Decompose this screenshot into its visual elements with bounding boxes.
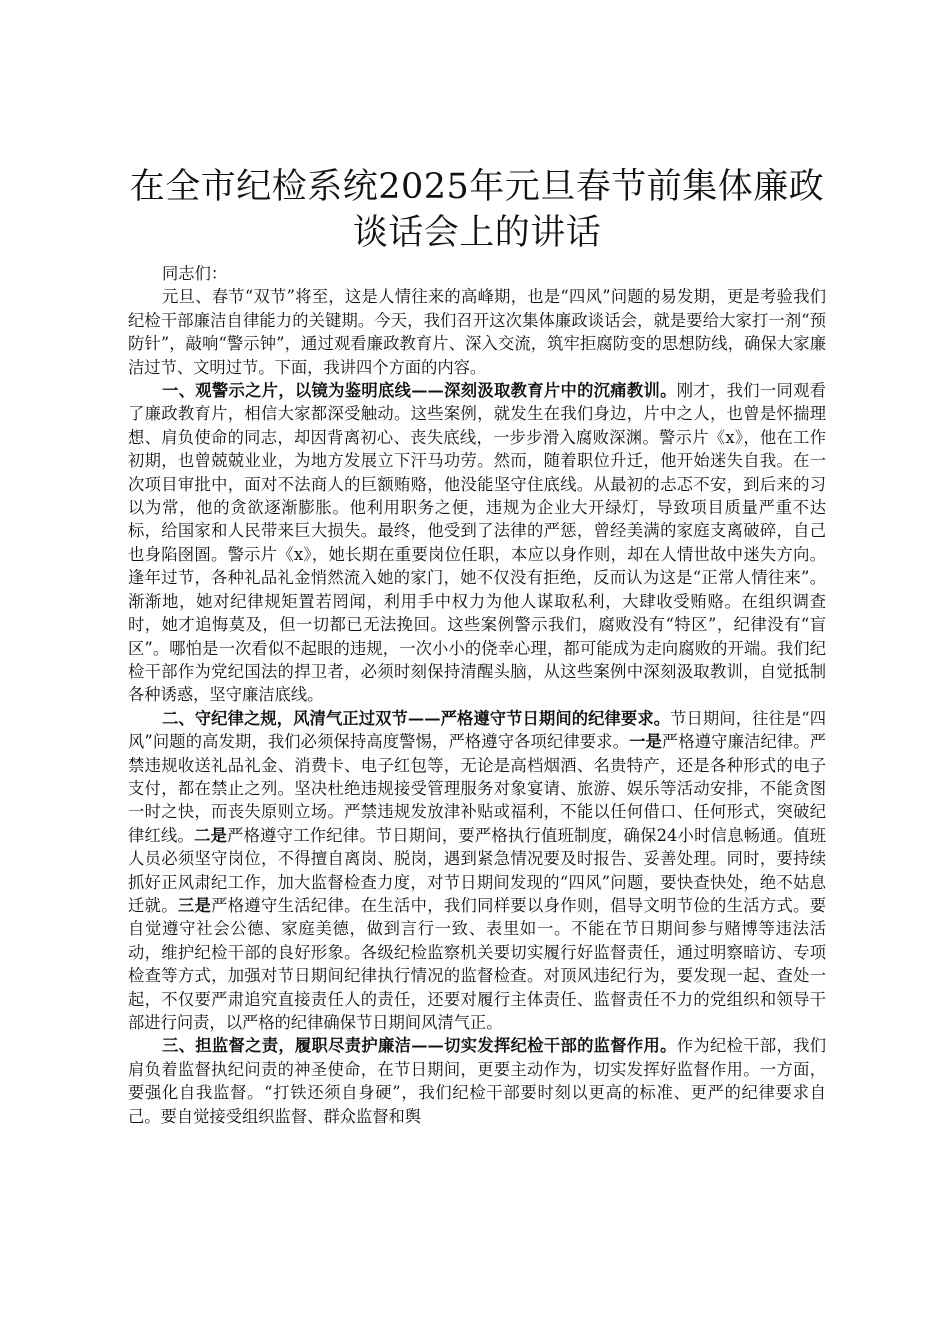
- section-1-paragraph: [128, 379, 826, 707]
- section-2-body-d: 严格遵守生活纪律。在生活中，我们同样要以身作则，倡导文明节俭的生活方式。要自觉遵守社会公德、家庭美德，做到言行一致、表里如一。不能在节日期间参与赌博等违法活动，维护纪检干部的良好形象。各级纪检监察机关要切实履行好监督责任，通过明察暗访、专项检查等方式，加强对节日期间纪律执行情况的监督检查。对顶风违纪行为，要发现一起、查处一起，不仅要严肃追究直接责任人的责任，还要对履行主体责任、监督责任不力的党组织和领导干部进行问责，以严格的纪律确保节日期间风清气正。: [128, 895, 826, 1032]
- section-1-body: 刚才，我们一同观看了廉政教育片，相信大家都深受触动。这些案例，就发生在我们身边，片中之人，也曾是怀揣理想、肩负使命的同志，却因背离初心、丧失底线，一步步滑入腐败深渊。警示片《x》，他在工作初期，也曾兢兢业业，为地方发展立下汗马功劳。然而，随着职位升迁，他开始迷失自我。在一次项目审批中，面对不法商人的巨额贿赂，他没能坚守住底线。从最初的忐忑不安，到后来的习以为常，他的贪欲逐渐膨胀。他利用职务之便，违规为企业大开绿灯，导致项目质量严重不达标，给国家和人民带来巨大损失。最终，他受到了法律的严惩，曾经美满的家庭支离破碎，自己也身陷囹圄。警示片《x》，她长期在重要岗位任职，本应以身作则，却在人情世故中迷失方向。逢年过节，各种礼品礼金悄然流入她的家门，她不仅没有拒绝，反而认为这是“正常人情往来”。渐渐地，她对纪律规矩置若罔闻，利用手中权力为他人谋取私利，大肆收受贿赂。在组织调查时，她才追悔莫及，但一切都已无法挽回。这些案例警示我们，腐败没有“特区”，纪律没有“盲区”。哪怕是一次看似不起眼的违规，一次小小的侥幸心理，都可能成为走向腐败的开端。我们纪检干部作为党纪国法的捍卫者，必须时刻保持清醒头脑，从这些案例中深刻汲取教训，自觉抵制各种诱惑，坚守廉洁底线。: [128, 381, 826, 705]
- section-2-body-a: 节日期间，往往是“四风”问题的高发期，我们必须保持高度警惕，严格遵守各项纪律要求。: [128, 708, 826, 752]
- section-2-heading: 二、守纪律之规，风清气正过双节——严格遵守节日期间的纪律要求。: [162, 708, 671, 728]
- section-3-body: 作为纪检干部，我们肩负着监督执纪问责的神圣使命，在节日期间，更要主动作为，切实发挥好监督作用。一方面，要强化自我监督。“打铁还须自身硬”，我们纪检干部要时刻以更高的标准、更严的纪律要求自己。要自觉接受组织监督、群众监督和舆: [128, 1036, 826, 1126]
- salutation: 同志们：: [162, 264, 228, 283]
- document-title: [128, 164, 826, 256]
- section-2-marker-3: 三是: [177, 895, 212, 915]
- title-line-2: 谈话会上的讲话: [352, 213, 602, 253]
- title-line-1: 在全市纪检系统2025年元旦春节前集体廉政: [129, 167, 825, 207]
- section-3-heading: 三、担监督之责，履职尽责护廉洁——切实发挥纪检干部的监督作用。: [162, 1036, 677, 1056]
- section-2-body-c: 严格遵守工作纪律。节日期间，要严格执行值班制度，确保24小时信息畅通。值班人员必须坚守岗位，不得擅自离岗、脱岗，遇到紧急情况要及时报告、妥善处理。同时，要持续抓好正风肃纪工作，加大监督检查力度，对节日期间发现的“四风”问题，要快查快处，绝不姑息迁就。: [128, 825, 826, 915]
- document-page: [128, 164, 826, 1128]
- intro-paragraph: 元旦、春节“双节”将至，这是人情往来的高峰期，也是“四风”问题的易发期，更是考验我们纪检干部廉洁自律能力的关键期。今天，我们召开这次集体廉政谈话会，就是要给大家打一剂“预防针”，敲响“警示钟”，通过观看廉政教育片、深入交流，筑牢拒腐防变的思想防线，确保大家廉洁过节、文明过节。下面，我讲四个方面的内容。: [128, 287, 826, 377]
- section-1-heading: 一、观警示之片，以镜为鉴明底线——深刻汲取教育片中的沉痛教训。: [162, 381, 677, 401]
- section-2-paragraph: [128, 707, 826, 1035]
- section-2-body-b: 严格遵守廉洁纪律。严禁违规收送礼品礼金、消费卡、电子红包等，无论是高档烟酒、名贵特产，还是各种形式的电子支付，都在禁止之列。坚决杜绝违规接受管理服务对象宴请、旅游、娱乐等活动安排，不能贪图一时之快，而丧失原则立场。严禁违规发放津补贴或福利，不能以任何借口、任何形式，突破纪律红线。: [128, 732, 826, 845]
- section-2-marker-1: 一是: [629, 732, 662, 752]
- section-3-paragraph: [128, 1034, 826, 1128]
- section-2-marker-2: 二是: [194, 825, 228, 845]
